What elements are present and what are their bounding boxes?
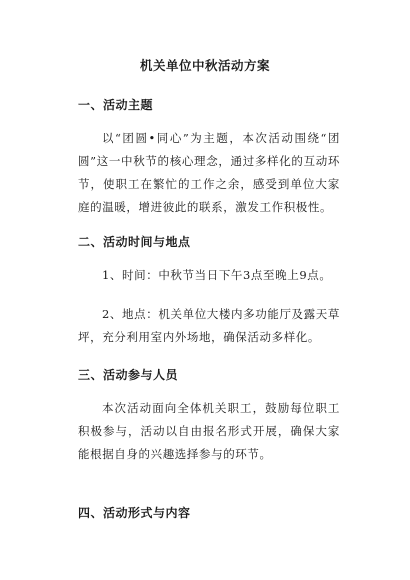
paragraph-theme: 以“团圆•同心”为主题，本次活动围绕“团圆”这一中秋节的核心理念，通过多样化的互动环节，使职工在繁忙的工作之余，感受到单位大家庭的温暖，增进彼此的联系，激发工作积极性。 bbox=[78, 131, 340, 214]
section-heading-participants: 三、活动参与人员 bbox=[78, 368, 179, 382]
paragraph-place: 2、地点：机关单位大楼内多功能厅及露天草坪，充分利用室内外场地，确保活动多样化。 bbox=[78, 307, 340, 344]
section-heading-time-place: 二、活动时间与地点 bbox=[78, 235, 191, 249]
paragraph-time: 1、时间：中秋节当日下午3点至晚上9点。 bbox=[102, 268, 332, 282]
paragraph-participants: 本次活动面向全体机关职工，鼓励每位职工积极参与，活动以自由报名形式开展，确保大家能根据自身的兴趣选择参与的环节。 bbox=[78, 401, 340, 461]
section-heading-theme: 一、活动主题 bbox=[78, 98, 154, 112]
section-heading-format-content: 四、活动形式与内容 bbox=[78, 506, 191, 520]
document-title: 机关单位中秋活动方案 bbox=[139, 58, 270, 73]
